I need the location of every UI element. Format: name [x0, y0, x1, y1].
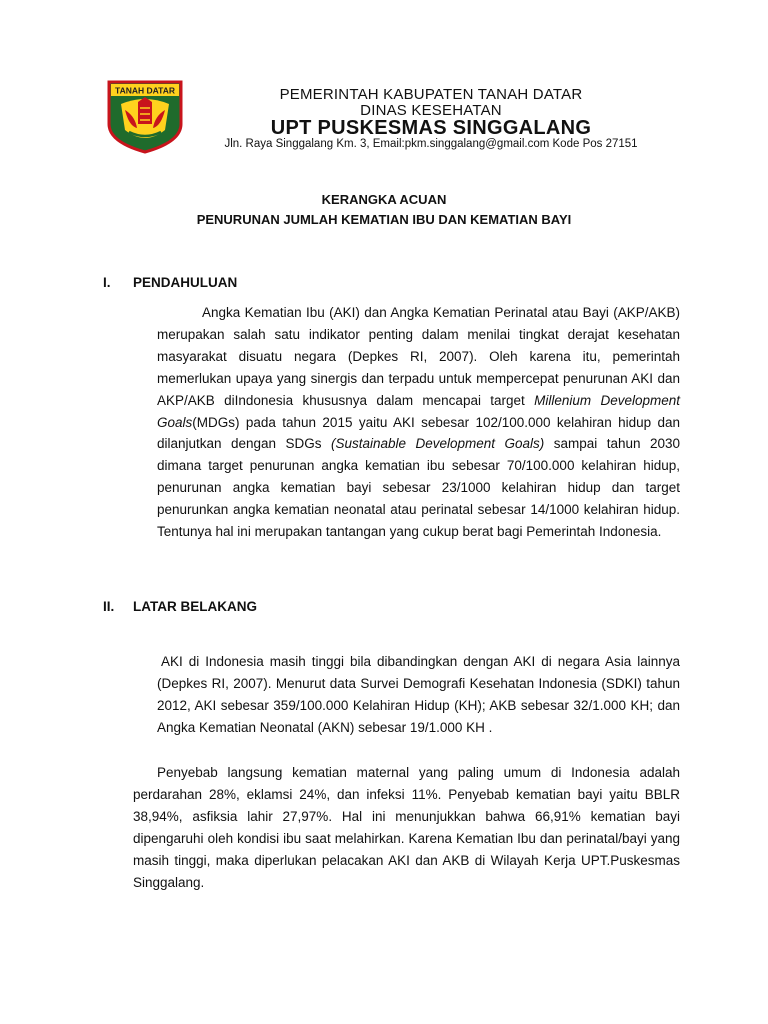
letterhead-institution: UPT PUSKESMAS SINGGALANG [270, 117, 592, 139]
sdgs-term: (Sustainable Development Goals) [331, 436, 545, 452]
section-2-number: II. [103, 599, 115, 614]
document-title: KERANGKA ACUAN [321, 192, 447, 207]
section-1-paragraph: Angka Kematian Ibu (AKI) dan Angka Kematian Perinatal atau Bayi (AKP/AKB) merupakan salah satu indikator penting dalam menilai tingkat derajat kesehatan masyarakat disuatu negara (Depkes RI, 2007). Oleh karena itu, pemerintah memerlukan upaya yang sinergis dan terpadu untuk mempercepat penurunan AKI dan AKP/AKB diIndonesia khususnya dalam mencapai target Millenium Development Goals(MDGs) pada tahun 2015 yaitu AKI sebesar 102/100.000 kelahiran hidup dan dilanjutkan dengan SDGs (Sustainable Development Goals) sampai tahun 2030 dimana target penurunan angka kematian ibu sebesar 70/100.000 kelahiran hidup, penurunan angka kematian bayi sebesar 23/1000 kelahiran hidup dan target penurunkan angka kematian neonatal atau perinatal sebesar 14/1000 kelahiran hidup. Tentunya hal ini merupakan tantangan yang cukup berat bagi Pemerintah Indonesia. [157, 305, 681, 540]
document-subtitle: PENURUNAN JUMLAH KEMATIAN IBU DAN KEMATIAN BAYI [196, 212, 572, 227]
letterhead-department: DINAS KESEHATAN [360, 102, 502, 119]
section-1-number: I. [103, 275, 111, 290]
tanah-datar-logo [107, 80, 183, 154]
section-2-heading: LATAR BELAKANG [133, 599, 257, 614]
letterhead-address: Jln. Raya Singgalang Km. 3, Email:pkm.singgalang@gmail.com Kode Pos 27151 [224, 138, 638, 150]
logo-label: TANAH DATAR [115, 85, 175, 96]
letterhead-government: PEMERINTAH KABUPATEN TANAH DATAR [279, 86, 583, 103]
mdgs-term: Millenium Development Goals [157, 392, 681, 430]
section-1-heading: PENDAHULUAN [133, 275, 238, 290]
section-2-paragraph-2: Penyebab langsung kematian maternal yang paling umum di Indonesia adalah perdarahan 28%, eklamsi 24%, dan infeksi 11%. Penyebab kematian bayi yaitu BBLR 38,94%, asfiksia lahir 27,97%. Hal ini menunjukkan bahwa 66,91% kematian bayi dipengaruhi oleh kondisi ibu saat melahirkan. Karena Kematian Ibu dan perinatal/bayi yang masih tinggi, maka diperlukan pelacakan AKI dan AKB di Wilayah Kerja UPT.Puskesmas Singgalang. [133, 765, 680, 890]
section-2-paragraph-1: AKI di Indonesia masih tinggi bila dibandingkan dengan AKI di negara Asia lainnya (Depkes RI, 2007). Menurut data Survei Demografi Kesehatan Indonesia (SDKI) tahun 2012, AKI sebesar 359/100.000 Kelahiran Hidup (KH); AKB sebesar 32/1.000 KH; dan Angka Kematian Neonatal (AKN) sebesar 19/1.000 KH . [157, 654, 680, 735]
